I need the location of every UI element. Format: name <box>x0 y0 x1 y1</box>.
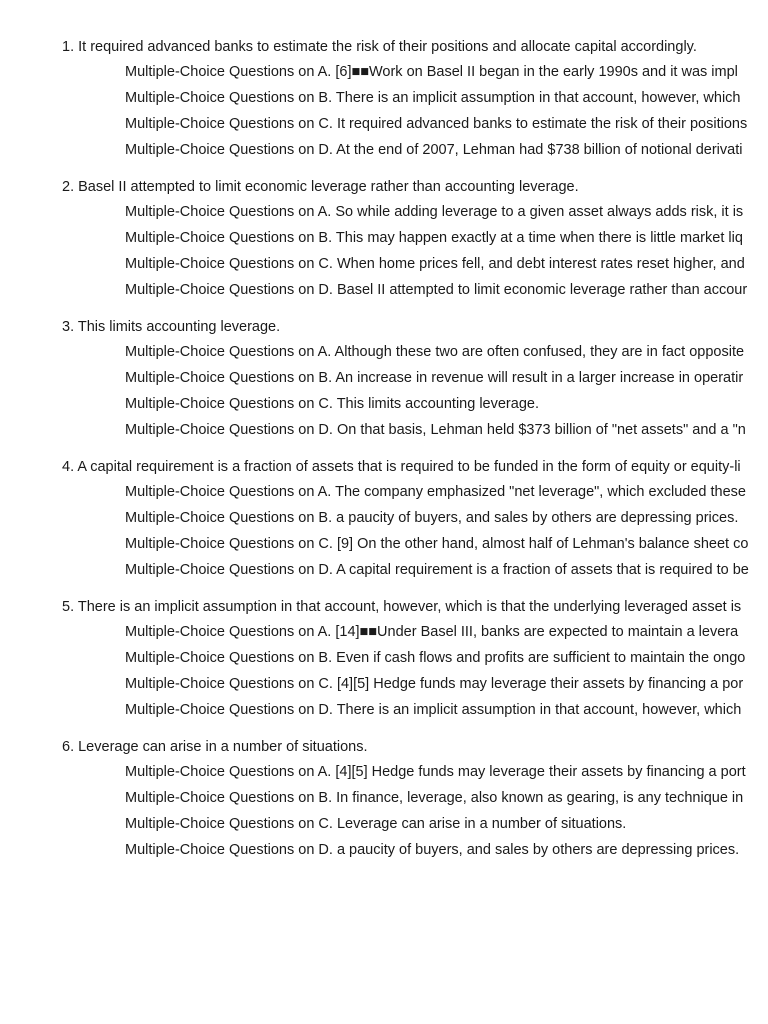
option-list <box>0 199 768 303</box>
option-b: Multiple-Choice Questions on B. In finance, leverage, also known as gearing, is any technique in <box>125 790 744 806</box>
question-stem: 5. There is an implicit assumption in that account, however, which is that the underlying leveraged asset is <box>62 599 742 615</box>
option-d: Multiple-Choice Questions on D. Basel II attempted to limit economic leverage rather than accour <box>125 282 748 298</box>
question-stem: 4. A capital requirement is a fraction of assets that is required to be funded in the form of equity or equity-li <box>62 459 741 475</box>
option-c: Multiple-Choice Questions on C. It required advanced banks to estimate the risk of their positions <box>125 116 748 132</box>
question-5 <box>0 595 768 723</box>
option-list <box>0 339 768 443</box>
question-1 <box>0 35 768 163</box>
option-d: Multiple-Choice Questions on D. A capital requirement is a fraction of assets that is required to be <box>125 562 749 578</box>
option-a: Multiple-Choice Questions on A. [14]■■Under Basel III, banks are expected to maintain a levera <box>125 624 739 640</box>
option-c: Multiple-Choice Questions on C. [9] On the other hand, almost half of Lehman's balance sheet co <box>125 536 749 552</box>
option-a: Multiple-Choice Questions on A. [6]■■Work on Basel II began in the early 1990s and it was impl <box>125 64 738 80</box>
option-a: Multiple-Choice Questions on A. So while adding leverage to a given asset always adds risk, it is <box>125 204 744 220</box>
option-list <box>0 59 768 163</box>
question-4 <box>0 455 768 583</box>
option-c: Multiple-Choice Questions on C. This limits accounting leverage. <box>125 396 539 412</box>
option-a: Multiple-Choice Questions on A. The company emphasized "net leverage", which excluded these <box>125 484 746 500</box>
option-d: Multiple-Choice Questions on D. There is an implicit assumption in that account, however, which <box>125 702 742 718</box>
option-d: Multiple-Choice Questions on D. a paucity of buyers, and sales by others are depressing prices. <box>125 842 740 858</box>
option-a: Multiple-Choice Questions on A. Although these two are often confused, they are in fact opposite <box>125 344 745 360</box>
option-c: Multiple-Choice Questions on C. Leverage can arise in a number of situations. <box>125 816 627 832</box>
option-b: Multiple-Choice Questions on B. a paucity of buyers, and sales by others are depressing prices. <box>125 510 739 526</box>
question-6 <box>0 735 768 863</box>
question-stem: 3. This limits accounting leverage. <box>62 319 281 335</box>
option-b: Multiple-Choice Questions on B. There is an implicit assumption in that account, however, which <box>125 90 741 106</box>
question-2 <box>0 175 768 303</box>
question-stem: 2. Basel II attempted to limit economic leverage rather than accounting leverage. <box>62 179 579 195</box>
option-list <box>0 479 768 583</box>
question-stem: 6. Leverage can arise in a number of situations. <box>62 739 368 755</box>
option-d: Multiple-Choice Questions on D. On that basis, Lehman held $373 billion of "net assets" and a "n <box>125 422 746 438</box>
document-page <box>0 35 768 1024</box>
question-stem: 1. It required advanced banks to estimate the risk of their positions and allocate capital accordingly. <box>62 39 697 55</box>
option-c: Multiple-Choice Questions on C. When home prices fell, and debt interest rates reset higher, and <box>125 256 745 272</box>
option-b: Multiple-Choice Questions on B. This may happen exactly at a time when there is little market liq <box>125 230 743 246</box>
option-d: Multiple-Choice Questions on D. At the end of 2007, Lehman had $738 billion of notional derivati <box>125 142 743 158</box>
option-a: Multiple-Choice Questions on A. [4][5] Hedge funds may leverage their assets by financing a port <box>125 764 746 780</box>
option-list <box>0 759 768 863</box>
option-b: Multiple-Choice Questions on B. An increase in revenue will result in a larger increase in operatir <box>125 370 744 386</box>
question-3 <box>0 315 768 443</box>
option-c: Multiple-Choice Questions on C. [4][5] Hedge funds may leverage their assets by financing a por <box>125 676 744 692</box>
option-list <box>0 619 768 723</box>
option-b: Multiple-Choice Questions on B. Even if cash flows and profits are sufficient to maintain the ongo <box>125 650 746 666</box>
